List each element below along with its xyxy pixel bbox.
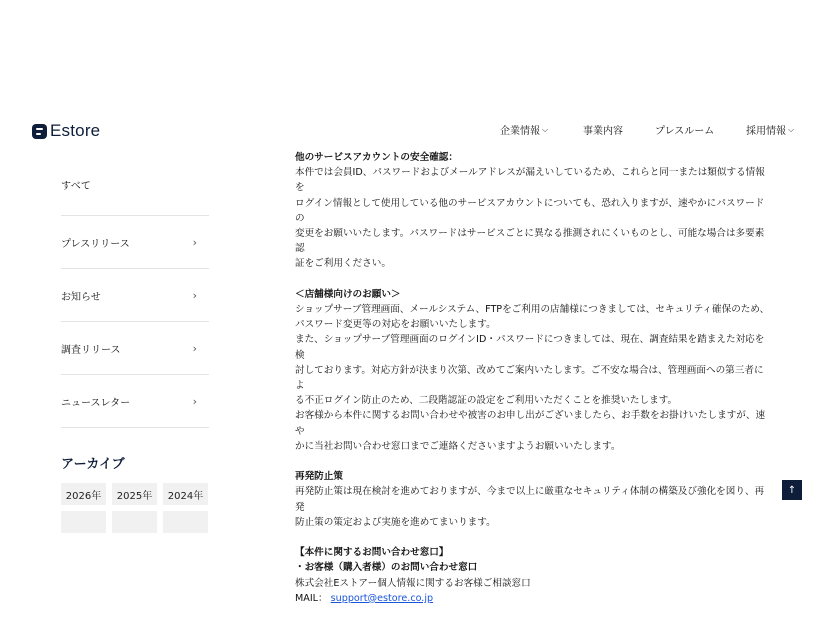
paragraph-line: かに当社お問い合わせ窓口までご連絡くださいますようお願いいたします。 [295,440,621,452]
sidebar-item-label: ニュースレター [61,397,131,409]
sidebar-item-all[interactable] [61,153,209,216]
sidebar [61,153,209,533]
mail-link[interactable]: support@estore.co.jp [330,592,434,604]
nav-item-business[interactable] [583,122,623,137]
archive-year-button[interactable]: 2025年 [112,483,157,505]
section-heading-store-request: ＜店舗様向けのお願い＞ [295,288,401,300]
nav-item-label: 事業内容 [583,126,623,137]
section-heading-prevention: 再発防止策 [295,471,343,483]
paragraph-line: 討しております。対応方針が決まり次第、改めてご案内いたします。ご不安な場合は、管理画面への第三者によ [295,364,764,392]
contact-heading: 【本件に関するお問い合わせ窓口】 [295,547,449,559]
contact-mail-line [295,591,770,606]
page-content [0,105,826,604]
archive-year-button[interactable]: 2024年 [163,483,208,505]
archive-year-list [61,483,209,505]
back-to-top-button[interactable] [782,480,802,500]
paragraph-line: る不正ログイン防止のため、二段階認証の設定をご利用いただくことを推奨いたします。 [295,395,678,407]
chevron-down-icon: ⌵ [542,124,549,134]
nav-item-label: 企業情報 [500,126,540,137]
mail-label: MAIL： [295,592,328,604]
sidebar-item-press-release[interactable] [61,216,209,269]
archive-year-button[interactable] [112,511,157,533]
sidebar-item-news[interactable] [61,269,209,322]
paragraph-line: ショップサーブ管理画面、メールシステム、FTPをご利用の店舗様につきましては、セキュリティ確保のため、 [295,304,770,316]
archive-year-button[interactable] [61,511,106,533]
sidebar-item-label: プレスリリース [61,238,130,250]
section-heading-account-safety: 他のサービスアカウントの安全確認： [295,152,458,163]
archive-year-button[interactable] [163,511,208,533]
chevron-right-icon: › [192,394,197,408]
paragraph-line: 変更をお願いいたします。パスワードはサービスごとに異なる推測されにくいものとし、可能な場合は多要素認 [295,228,765,255]
nav-item-pressroom[interactable] [655,122,714,137]
archive-title: アーカイブ [61,457,125,472]
sidebar-item-label: 調査リリース [61,344,121,356]
article-body [295,150,770,606]
nav-item-company[interactable] [500,122,548,137]
contact-organization: 株式会社Eストアー個人情報に関するお客様ご相談窓口 [295,577,531,589]
spacer [295,454,770,469]
archive-year-list-next [61,511,209,533]
paragraph-line: ログイン情報として使用している他のサービスアカウントについても、恐れ入りますが、速やかにパスワードの [295,197,765,224]
paragraph-line: パスワード変更等の対応をお願いいたします。 [295,319,496,331]
paragraph-line: また、ショップサーブ管理画面のログインID・パスワードにつきましては、現在、調査結果を踏まえた対応を検 [295,334,765,361]
paragraph-line: 防止策の策定および実施を進めてまいります。 [295,516,496,528]
chevron-right-icon: › [192,341,197,355]
main-nav [0,122,826,138]
sidebar-item-label: お知らせ [61,291,101,303]
chevron-down-icon: ⌵ [788,124,795,134]
nav-item-recruit[interactable] [746,122,794,137]
paragraph-line: お客様から本件に関するお問い合わせや被害のお申し出がございましたら、お手数をお掛けいたしますが、速や [295,410,766,437]
archive-year-button[interactable]: 2026年 [61,483,106,505]
sidebar-item-newsletter[interactable] [61,375,209,428]
arrow-up-icon: ↑ [787,484,797,496]
spacer [295,530,770,545]
paragraph-line: 証をご利用ください。 [295,258,391,270]
sidebar-item-label: すべて [61,180,91,192]
logo-text: Estore [50,121,101,140]
chevron-right-icon: › [192,288,197,302]
nav-item-label: 採用情報 [746,126,786,137]
chevron-right-icon: › [192,235,197,249]
spacer [295,272,770,287]
nav-item-label: プレスルーム [655,126,715,137]
paragraph-line: 再発防止策は現在検討を進めておりますが、今まで以上に厳重なセキュリティ体制の構築及び強化を図り、再発 [295,486,765,513]
sidebar-item-survey-release[interactable] [61,322,209,375]
contact-subheading: ・お客様（購入者様）のお問い合わせ窓口 [295,562,478,574]
paragraph-line: 本件では会員ID、パスワードおよびメールアドレスが漏えいしているため、これらと同一または類似する情報を [295,167,765,194]
